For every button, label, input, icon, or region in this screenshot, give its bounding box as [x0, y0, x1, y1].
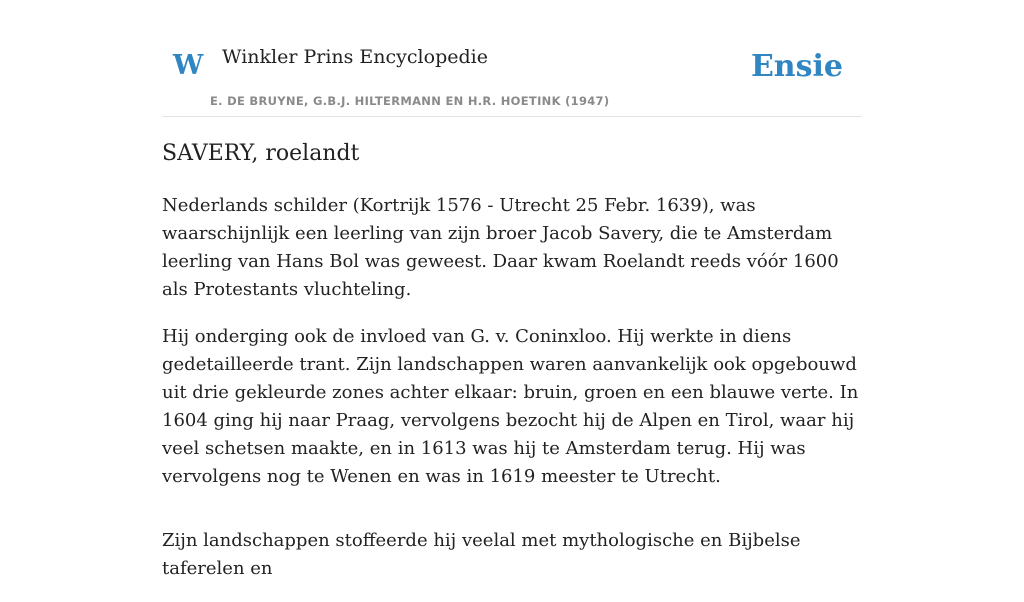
article-paragraph: Zijn landschappen stoffeerde hij veelal met mythologische en Bijbelse taferelen en	[162, 530, 801, 579]
authors-line: E. DE BRUYNE, G.B.J. HILTERMANN EN H.R. HOETINK (1947)	[210, 94, 610, 108]
site-title[interactable]: Winkler Prins Encyclopedie	[222, 46, 488, 68]
site-logo-w-icon[interactable]: W	[173, 50, 204, 81]
article-title: SAVERY, roelandt	[162, 141, 360, 166]
site-header	[162, 0, 862, 117]
article-paragraph: Hij onderging ook de invloed van G. v. Coninxloo. Hij werkte in diens gedetailleerde trant. Zijn landschappen waren aanvankelijk ook opgebouwd uit drie gekleurde zones achter elkaar: bruin, groen en een blauwe verte. In 1604 ging hij naar Praag, vervolgens bezocht hij de Alpen en Tirol, waar hij veel schetsen maakte, en in 1613 was hij te Amsterdam terug. Hij was vervolgens nog te Wenen en was in 1619 meester te Utrecht.	[162, 326, 859, 487]
ensie-logo[interactable]: Ensie	[750, 49, 843, 84]
article-paragraph: Nederlands schilder (Kortrijk 1576 - Utrecht 25 Febr. 1639), was waarschijnlijk een leerling van zijn broer Jacob Savery, die te Amsterdam leerling van Hans Bol was geweest. Daar kwam Roelandt reeds vóór 1600 als Protestants vluchteling.	[162, 195, 839, 300]
article	[162, 138, 862, 602]
